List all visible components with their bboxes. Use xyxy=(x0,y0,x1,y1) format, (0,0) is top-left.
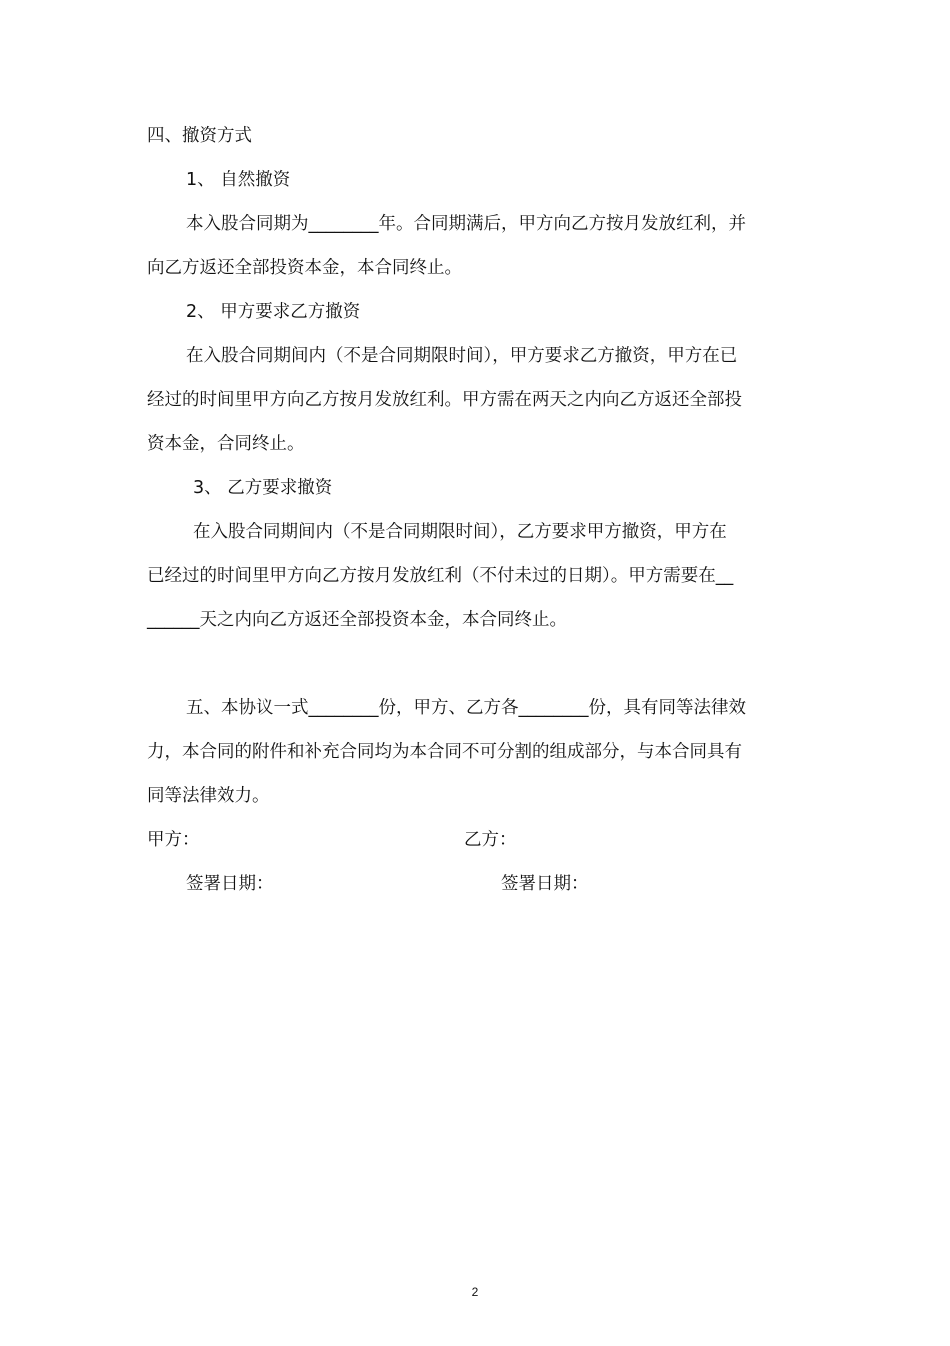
item-3-line-1: 在入股合同期间内（不是合同期限时间），乙方要求甲方撤资，甲方在 xyxy=(193,522,727,542)
item-1-title: 1、 自然撤资 xyxy=(186,170,291,190)
page-number: 2 xyxy=(471,1285,479,1299)
item-1-line-2: 向乙方返还全部投资本金，本合同终止。 xyxy=(147,258,462,278)
section-4-heading: 四、撤资方式 xyxy=(147,126,252,146)
section-5-line-2: 力，本合同的附件和补充合同均为本合同不可分割的组成部分，与本合同具有 xyxy=(147,742,742,762)
party-b-date-label: 签署日期： xyxy=(501,874,589,894)
item-2-title: 2、 甲方要求乙方撤资 xyxy=(186,302,361,322)
party-b-label: 乙方： xyxy=(464,830,517,850)
item-2-line-1: 在入股合同期间内（不是合同期限时间），甲方要求乙方撤资，甲方在已 xyxy=(186,346,738,366)
item-2-line-3: 资本金，合同终止。 xyxy=(147,434,305,454)
item-1-line-1: 本入股合同期为________年。合同期满后，甲方向乙方按月发放红利，并 xyxy=(186,214,746,234)
section-5-line-3: 同等法律效力。 xyxy=(147,786,270,806)
item-3-line-2: 已经过的时间里甲方向乙方按月发放红利（不付未过的日期）。甲方需要在__ xyxy=(147,566,734,586)
party-a-label: 甲方： xyxy=(147,830,200,850)
section-5-line-1: 五、本协议一式________份，甲方、乙方各________份，具有同等法律效 xyxy=(186,698,746,718)
party-a-date-label: 签署日期： xyxy=(186,874,274,894)
item-2-line-2: 经过的时间里甲方向乙方按月发放红利。甲方需在两天之内向乙方返还全部投 xyxy=(147,390,742,410)
item-3-line-3: ______天之内向乙方返还全部投资本金，本合同终止。 xyxy=(147,610,567,630)
item-3-title: 3、 乙方要求撤资 xyxy=(193,478,333,498)
